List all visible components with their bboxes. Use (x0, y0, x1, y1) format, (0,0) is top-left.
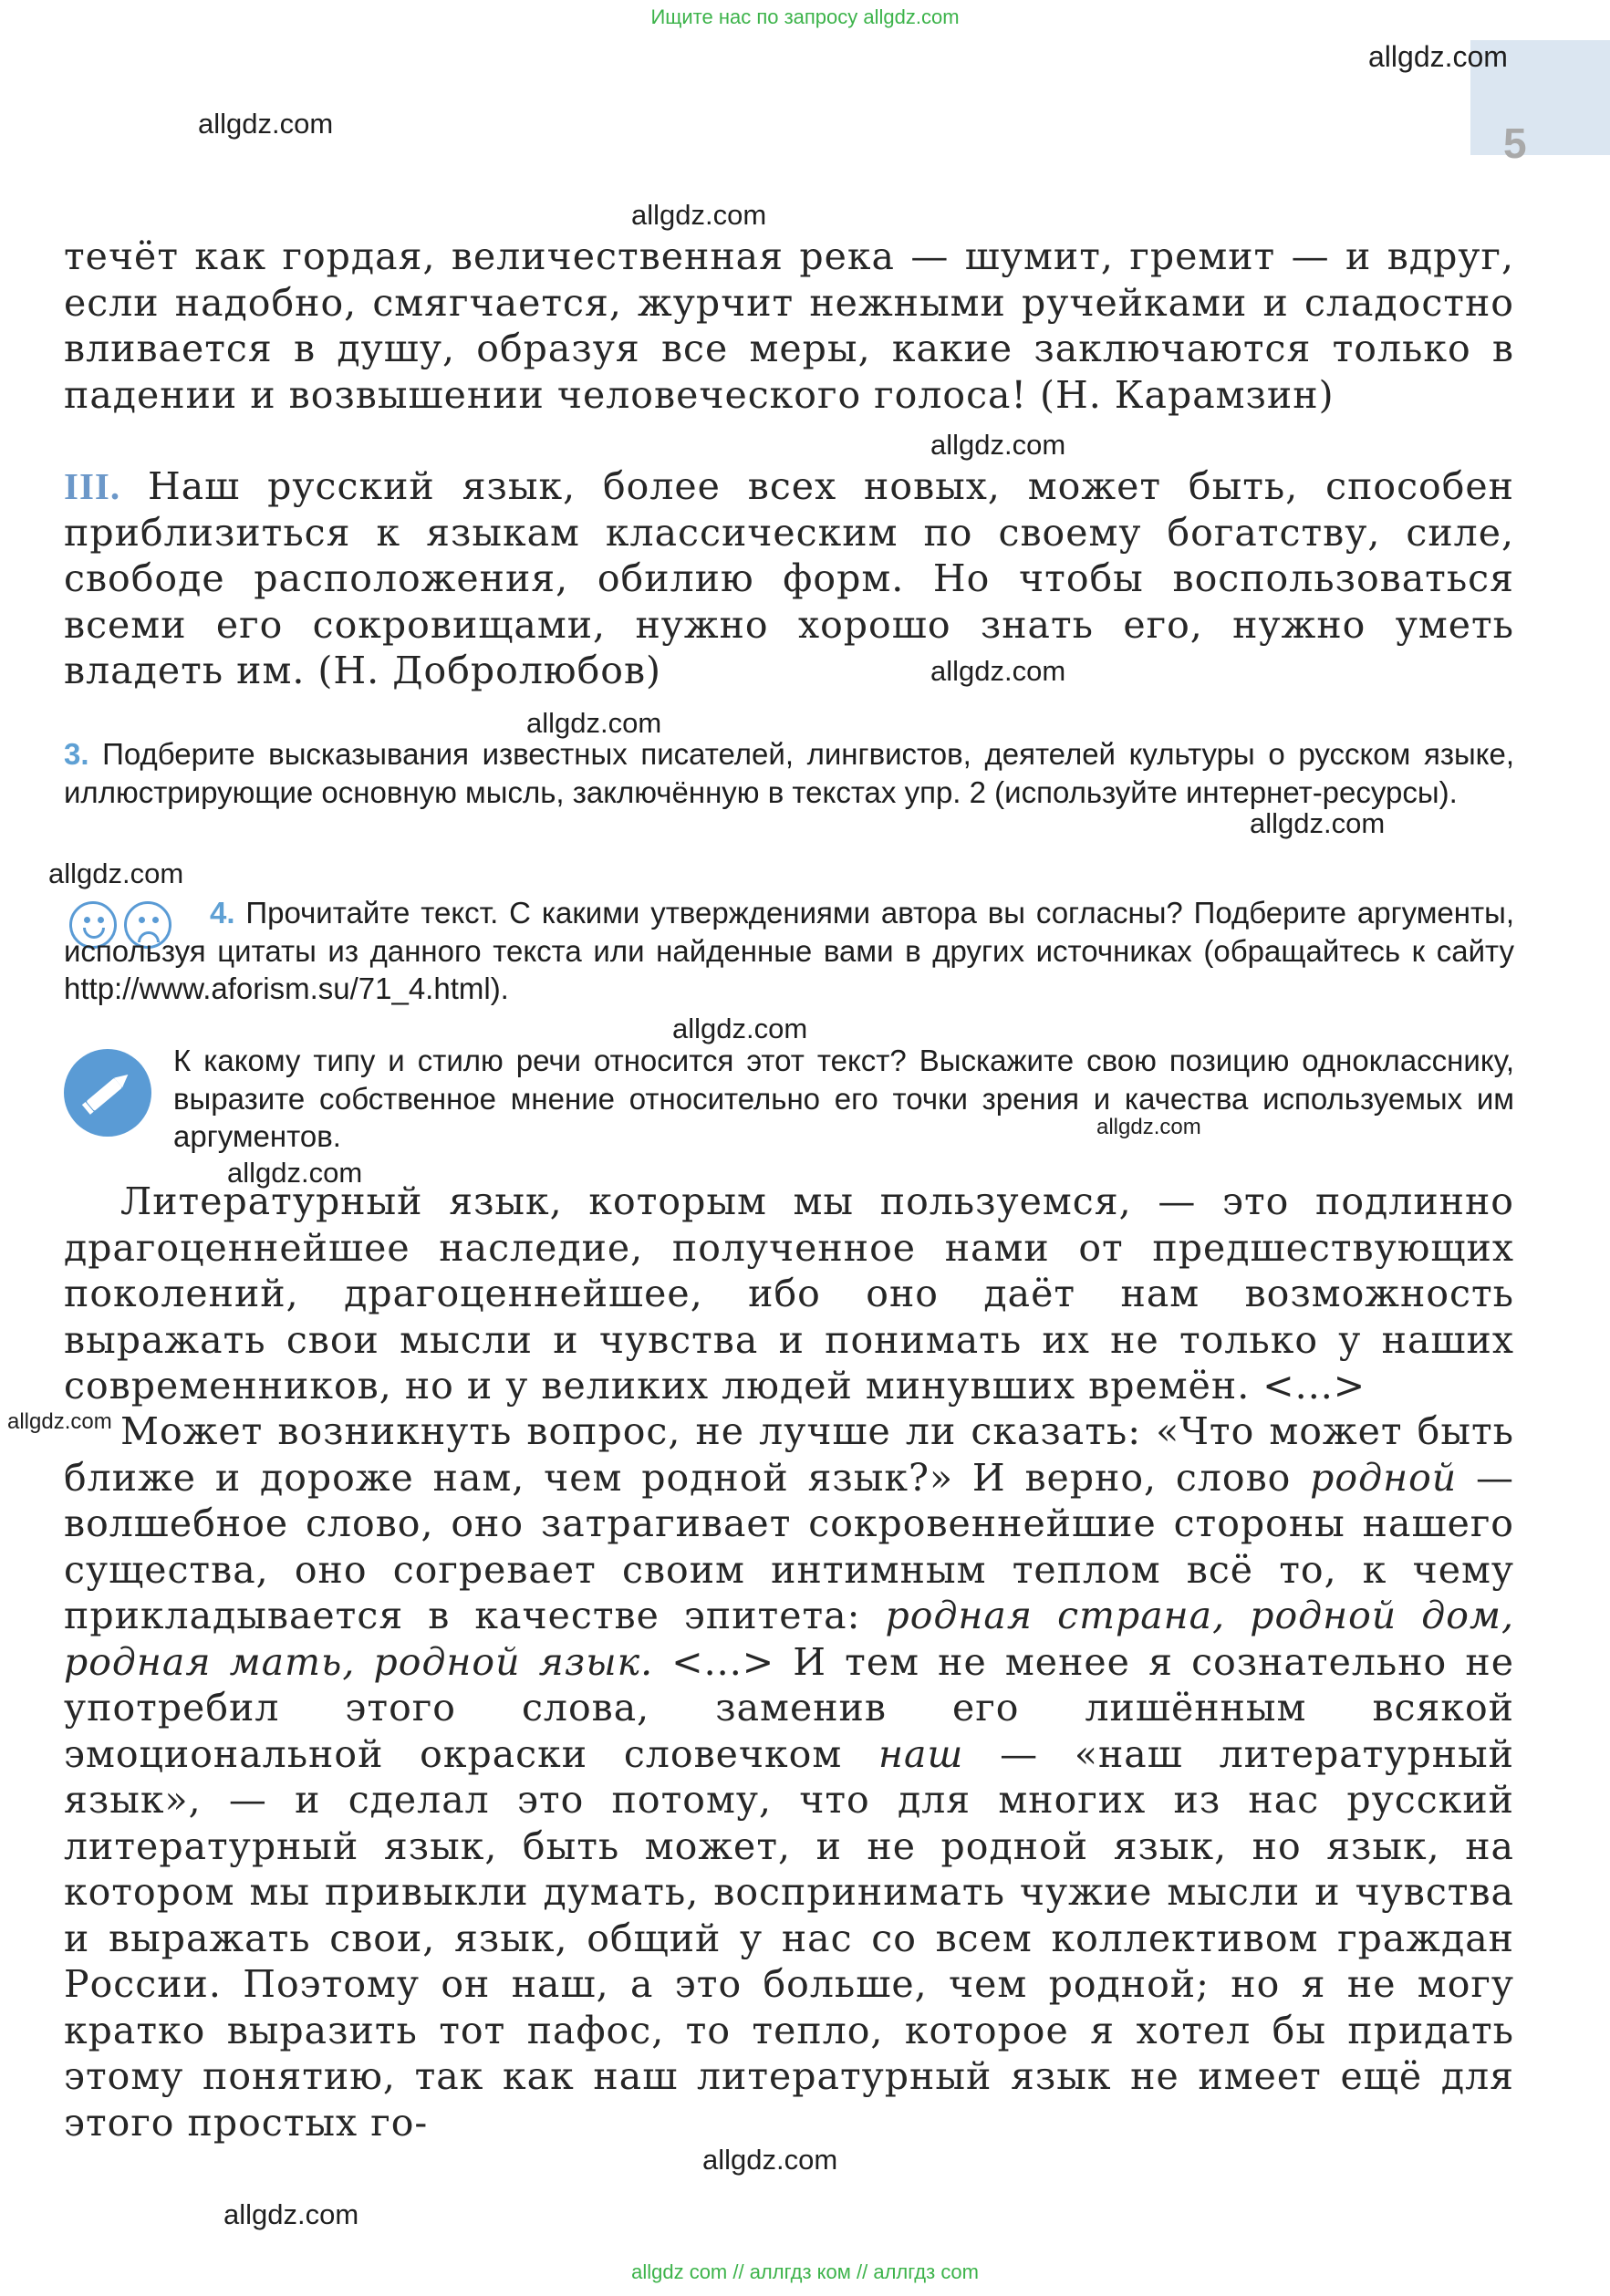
watermark: allgdz.com (1096, 1115, 1201, 1139)
watermark: allgdz.com (48, 857, 184, 889)
task-4-number: 4. (210, 896, 235, 930)
watermark: allgdz.com (227, 1157, 363, 1189)
page-number: 5 (1503, 119, 1527, 167)
watermark: allgdz.com (930, 655, 1066, 687)
pen-icon (64, 1049, 151, 1137)
main-text-fragment: — «наш литературный язык», — и сделал это потому, что для многих из нас русский литературный язык, быть может, и не родной язык, но язык, на котором мы привыкли думать, воспринимать чужие мысли и чувства и выражать свои, язык, общий у нас со всем коллективом граждан России. Поэтому он наш, а это больше, чем родной; но я не могу кратко выразить тот пафос, то тепло, которое я хотел бы придать этому понятию, так как наш литературный язык не имеет ещё для этого простых го- (64, 1731, 1514, 2145)
quote-dobrolyubov (64, 463, 1514, 694)
quote-karamzin: течёт как гордая, величественная река — шумит, гремит — и вдруг, если надобно, смягчается, журчит нежными ручейками и сладостно вливается в душу, образуя все меры, какие заключаются только в падении и возвышении человеческого голоса! (Н. Карамзин) (64, 234, 1514, 417)
main-text-fragment: Может возникнуть вопрос, не лучше ли сказать: «Что может быть ближе и дороже нам, чем родной язык?» И верно, слово (64, 1409, 1514, 1500)
watermark: allgdz.com (930, 429, 1066, 461)
main-text-paragraph-2 (64, 1408, 1514, 2145)
quote-dobrolyubov-text: Наш русский язык, более всех новых, может быть, способен приблизиться к языкам классическим по своему богатству, силе, свободе расположения, обилию форм. Но чтобы воспользоваться всеми его сокровищами, нужно хорошо знать его, нужно уметь владеть им. (Н. Добролюбов) (64, 464, 1514, 692)
main-text-italic: родной (1310, 1455, 1458, 1500)
watermark: allgdz.com (631, 199, 767, 231)
watermark: allgdz.com (198, 108, 334, 140)
watermark: allgdz.com (702, 2144, 838, 2176)
main-text-italic: наш (878, 1731, 964, 1776)
main-text-fragment: — волшебное слово, оно затрагивает сокровеннейшие стороны нашего существа, оно согревает своим интимным теплом всё то, к чему прикладывается в качестве эпитета: (64, 1455, 1514, 1637)
watermark: allgdz.com (7, 1409, 112, 1434)
task-3 (64, 735, 1514, 811)
main-text-paragraph-1: Литературный язык, которым мы пользуемся, — это подлинно драгоценнейшее наследие, полученное нами от предшествующих поколений, драгоценнейшее, ибо оно даёт нам возможность выражать свои мысли и чувства и понимать их не только у наших современников, но и у великих людей минувших времён. <...> (64, 1179, 1514, 1408)
bottom-banner: allgdz com // аллгдз ком // аллгдз com (631, 2260, 979, 2283)
main-text-italic: родная страна, родной дом, родная мать, родной язык. (64, 1594, 1514, 1684)
task-3-text: Подберите высказывания известных писателей, лингвистов, деятелей культуры о русском языке, иллюстрирующие основную мысль, заключённую в текстах упр. 2 (используйте интернет-ресурсы). (64, 737, 1515, 809)
watermark: allgdz.com (672, 1013, 808, 1044)
watermark: allgdz.com (526, 707, 662, 739)
watermark: allgdz.com (223, 2198, 359, 2230)
task-4 (64, 894, 1514, 1008)
main-text-fragment: <...> И тем не менее я сознательно не употребил этого слова, заменив его лишённым всякой эмоциональной окраски словечком (64, 1639, 1514, 1776)
task-write: К какому типу и стилю речи относится этот текст? Выскажите свою позицию однокласснику, выразите собственное мнение относительно его точки зрения и качества используемых им аргументов. (173, 1044, 1514, 1153)
watermark: allgdz.com (1250, 807, 1386, 839)
watermark: allgdz.com (1368, 40, 1508, 73)
task-3-number: 3. (64, 737, 89, 771)
roman-numeral: III. (64, 465, 121, 507)
task-4-text: Прочитайте текст. С какими утверждениями автора вы согласны? Подберите аргументы, используя цитаты из данного текста или найденные вами в других источниках (обращайтесь к сайту http://www.aforism.su/71_4.html). (64, 896, 1515, 1005)
top-banner: Ищите нас по запросу allgdz.com (650, 5, 960, 28)
